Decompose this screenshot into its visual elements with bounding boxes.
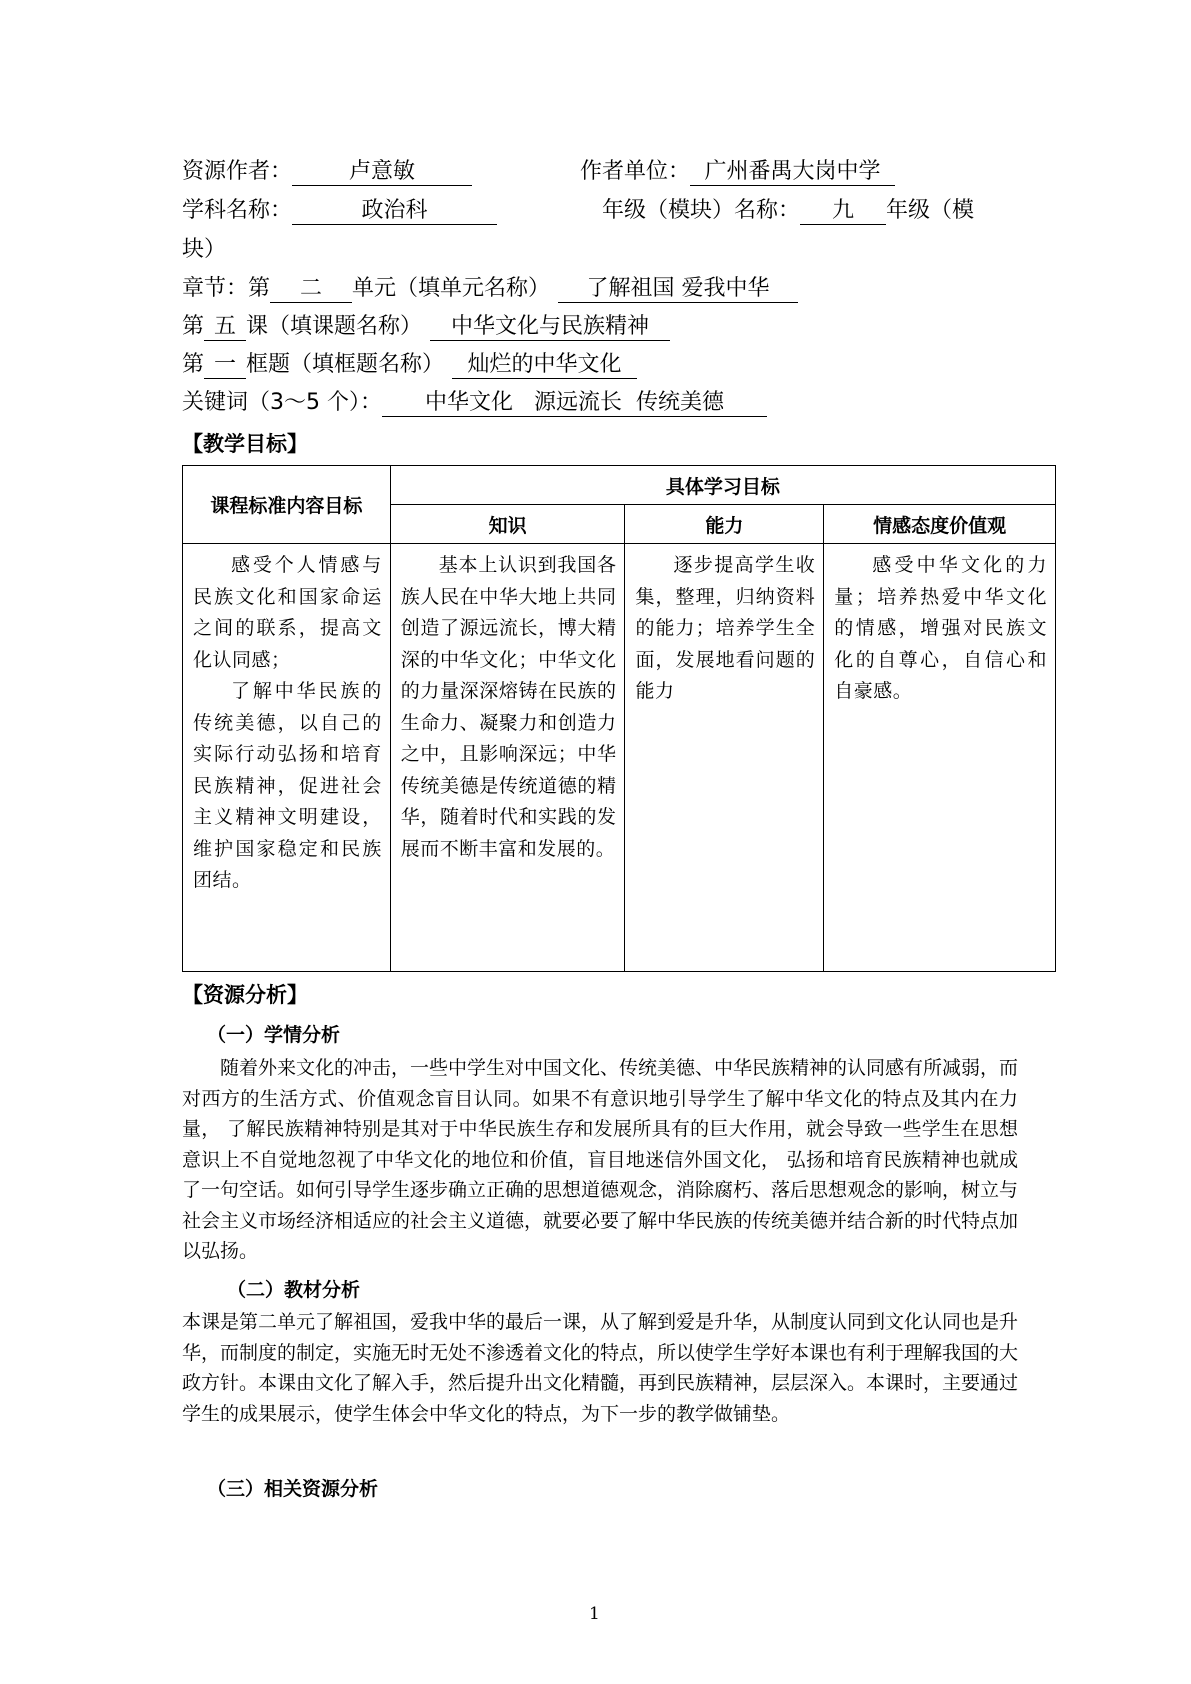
subject-label: 学科名称：: [182, 198, 293, 223]
lesson-number: 五: [204, 314, 246, 341]
chapter-line: [182, 275, 798, 303]
keywords-label: 关键词（3～5 个）：: [182, 390, 382, 415]
subject-line: [182, 197, 497, 225]
textbook-analysis-title: （二）教材分析: [227, 1279, 361, 1301]
chapter-number: 二: [270, 276, 352, 303]
related-resources-title: （三）相关资源分析: [207, 1478, 379, 1500]
keywords-value: 中华文化 源远流长 传统美德: [382, 390, 767, 417]
frame-middle: 框题（填框题名称）: [246, 352, 445, 377]
grade-line: [602, 197, 974, 225]
header-knowledge: 知识: [390, 505, 625, 544]
textbook-analysis-text: 本课是第二单元了解祖国，爱我中华的最后一课，从了解到爱是升华，从制度认同到文化认同也是升华，而制度的制定，实施无时无处不渗透着文化的特点，所以使学生学好本课也有利于理解我国的大政方针。本课由文化了解入手，然后提升出文化精髓，再到民族精神，层层深入。本课时，主要通过学生的成果展示，使学生体会中华文化的特点，为下一步的教学做铺垫。: [182, 1311, 1019, 1425]
grade-suffix: 年级（模: [886, 198, 975, 223]
subject-value: 政治科: [292, 198, 497, 225]
standard-paragraph-2: 了解中华民族的传统美德，以自己的实际行动弘扬和培育民族精神，促进社会主义精神文明建设，维护国家稳定和民族团结。: [193, 680, 382, 891]
learner-analysis-text: 随着外来文化的冲击，一些中学生对中国文化、传统美德、中华民族精神的认同感有所减弱，而对西方的生活方式、价值观念盲目认同。如果不有意识地引导学生了解中华文化的特点及其内在力量， 了解民族精神特别是其对于中华民族生存和发展所具有的巨大作用，就会导致一些学生在思想意识上不自觉地忽视了中华文化的地位和价值，盲目地迷信外国文化， 弘扬和培育民族精神也就成了一句空话。如何引导学生逐步确立正确的思想道德观念，消除腐朽、落后思想观念的影响，树立与社会主义市场经济相适应的社会主义道德，就要必要了解中华民族的传统美德并结合新的时代特点加以弘扬。: [182, 1057, 1019, 1262]
page-number: 1: [589, 1604, 600, 1624]
unit-label: 作者单位：: [580, 159, 691, 184]
header-standard: 课程标准内容目标: [183, 466, 391, 544]
header-emotion: 情感态度价值观: [824, 505, 1056, 544]
cell-standard: [183, 544, 391, 972]
keywords-line: [182, 389, 767, 417]
header-specific: 具体学习目标: [390, 466, 1055, 505]
chapter-prefix: 章节：第: [182, 276, 271, 301]
emotion-text: 感受中华文化的力量；培养热爱中华文化的情感，增强对民族文化的自尊心，自信心和自豪感。: [834, 554, 1047, 702]
standard-paragraph-1: 感受个人情感与民族文化和国家命运之间的联系，提高文化认同感；: [193, 554, 382, 671]
lesson-line: [182, 313, 670, 341]
ability-text: 逐步提高学生收集，整理，归纳资料的能力；培养学生全面，发展地看问题的能力: [635, 554, 816, 702]
cell-ability: [625, 544, 824, 972]
teaching-goals-table: [182, 465, 1056, 972]
cell-knowledge: [390, 544, 625, 972]
frame-name: 灿烂的中华文化: [452, 352, 637, 379]
frame-line: [182, 351, 637, 379]
learner-analysis-title: （一）学情分析: [207, 1024, 341, 1046]
frame-prefix: 第: [182, 352, 205, 377]
resource-analysis-title: 【资源分析】: [182, 983, 308, 1007]
header-ability: 能力: [625, 505, 824, 544]
teaching-goals-title: 【教学目标】: [182, 432, 308, 456]
author-line: [182, 158, 472, 186]
author-value: 卢意敏: [292, 159, 472, 186]
frame-number: 一: [204, 352, 246, 379]
chapter-middle: 单元（填单元名称）: [352, 276, 551, 301]
lesson-name: 中华文化与民族精神: [430, 314, 670, 341]
chapter-name: 了解祖国 爱我中华: [558, 276, 798, 303]
author-label: 资源作者：: [182, 159, 293, 184]
unit-value: 广州番禺大岗中学: [690, 159, 895, 186]
cell-emotion: [824, 544, 1056, 972]
knowledge-text: 基本上认识到我国各族人民在中华大地上共同创造了源远流长，博大精深的中华文化；中华文化的力量深深熔铸在民族的生命力、凝聚力和创造力之中，且影响深远；中华传统美德是传统道德的精华，随着时代和实践的发展而不断丰富和发展的。: [400, 554, 617, 860]
grade-value: 九: [800, 198, 886, 225]
unit-line: [580, 158, 895, 186]
grade-label: 年级（模块）名称：: [602, 198, 801, 223]
lesson-prefix: 第: [182, 314, 205, 339]
grade-suffix-wrap: 块）: [182, 237, 227, 262]
lesson-middle: 课（填课题名称）: [246, 314, 423, 339]
